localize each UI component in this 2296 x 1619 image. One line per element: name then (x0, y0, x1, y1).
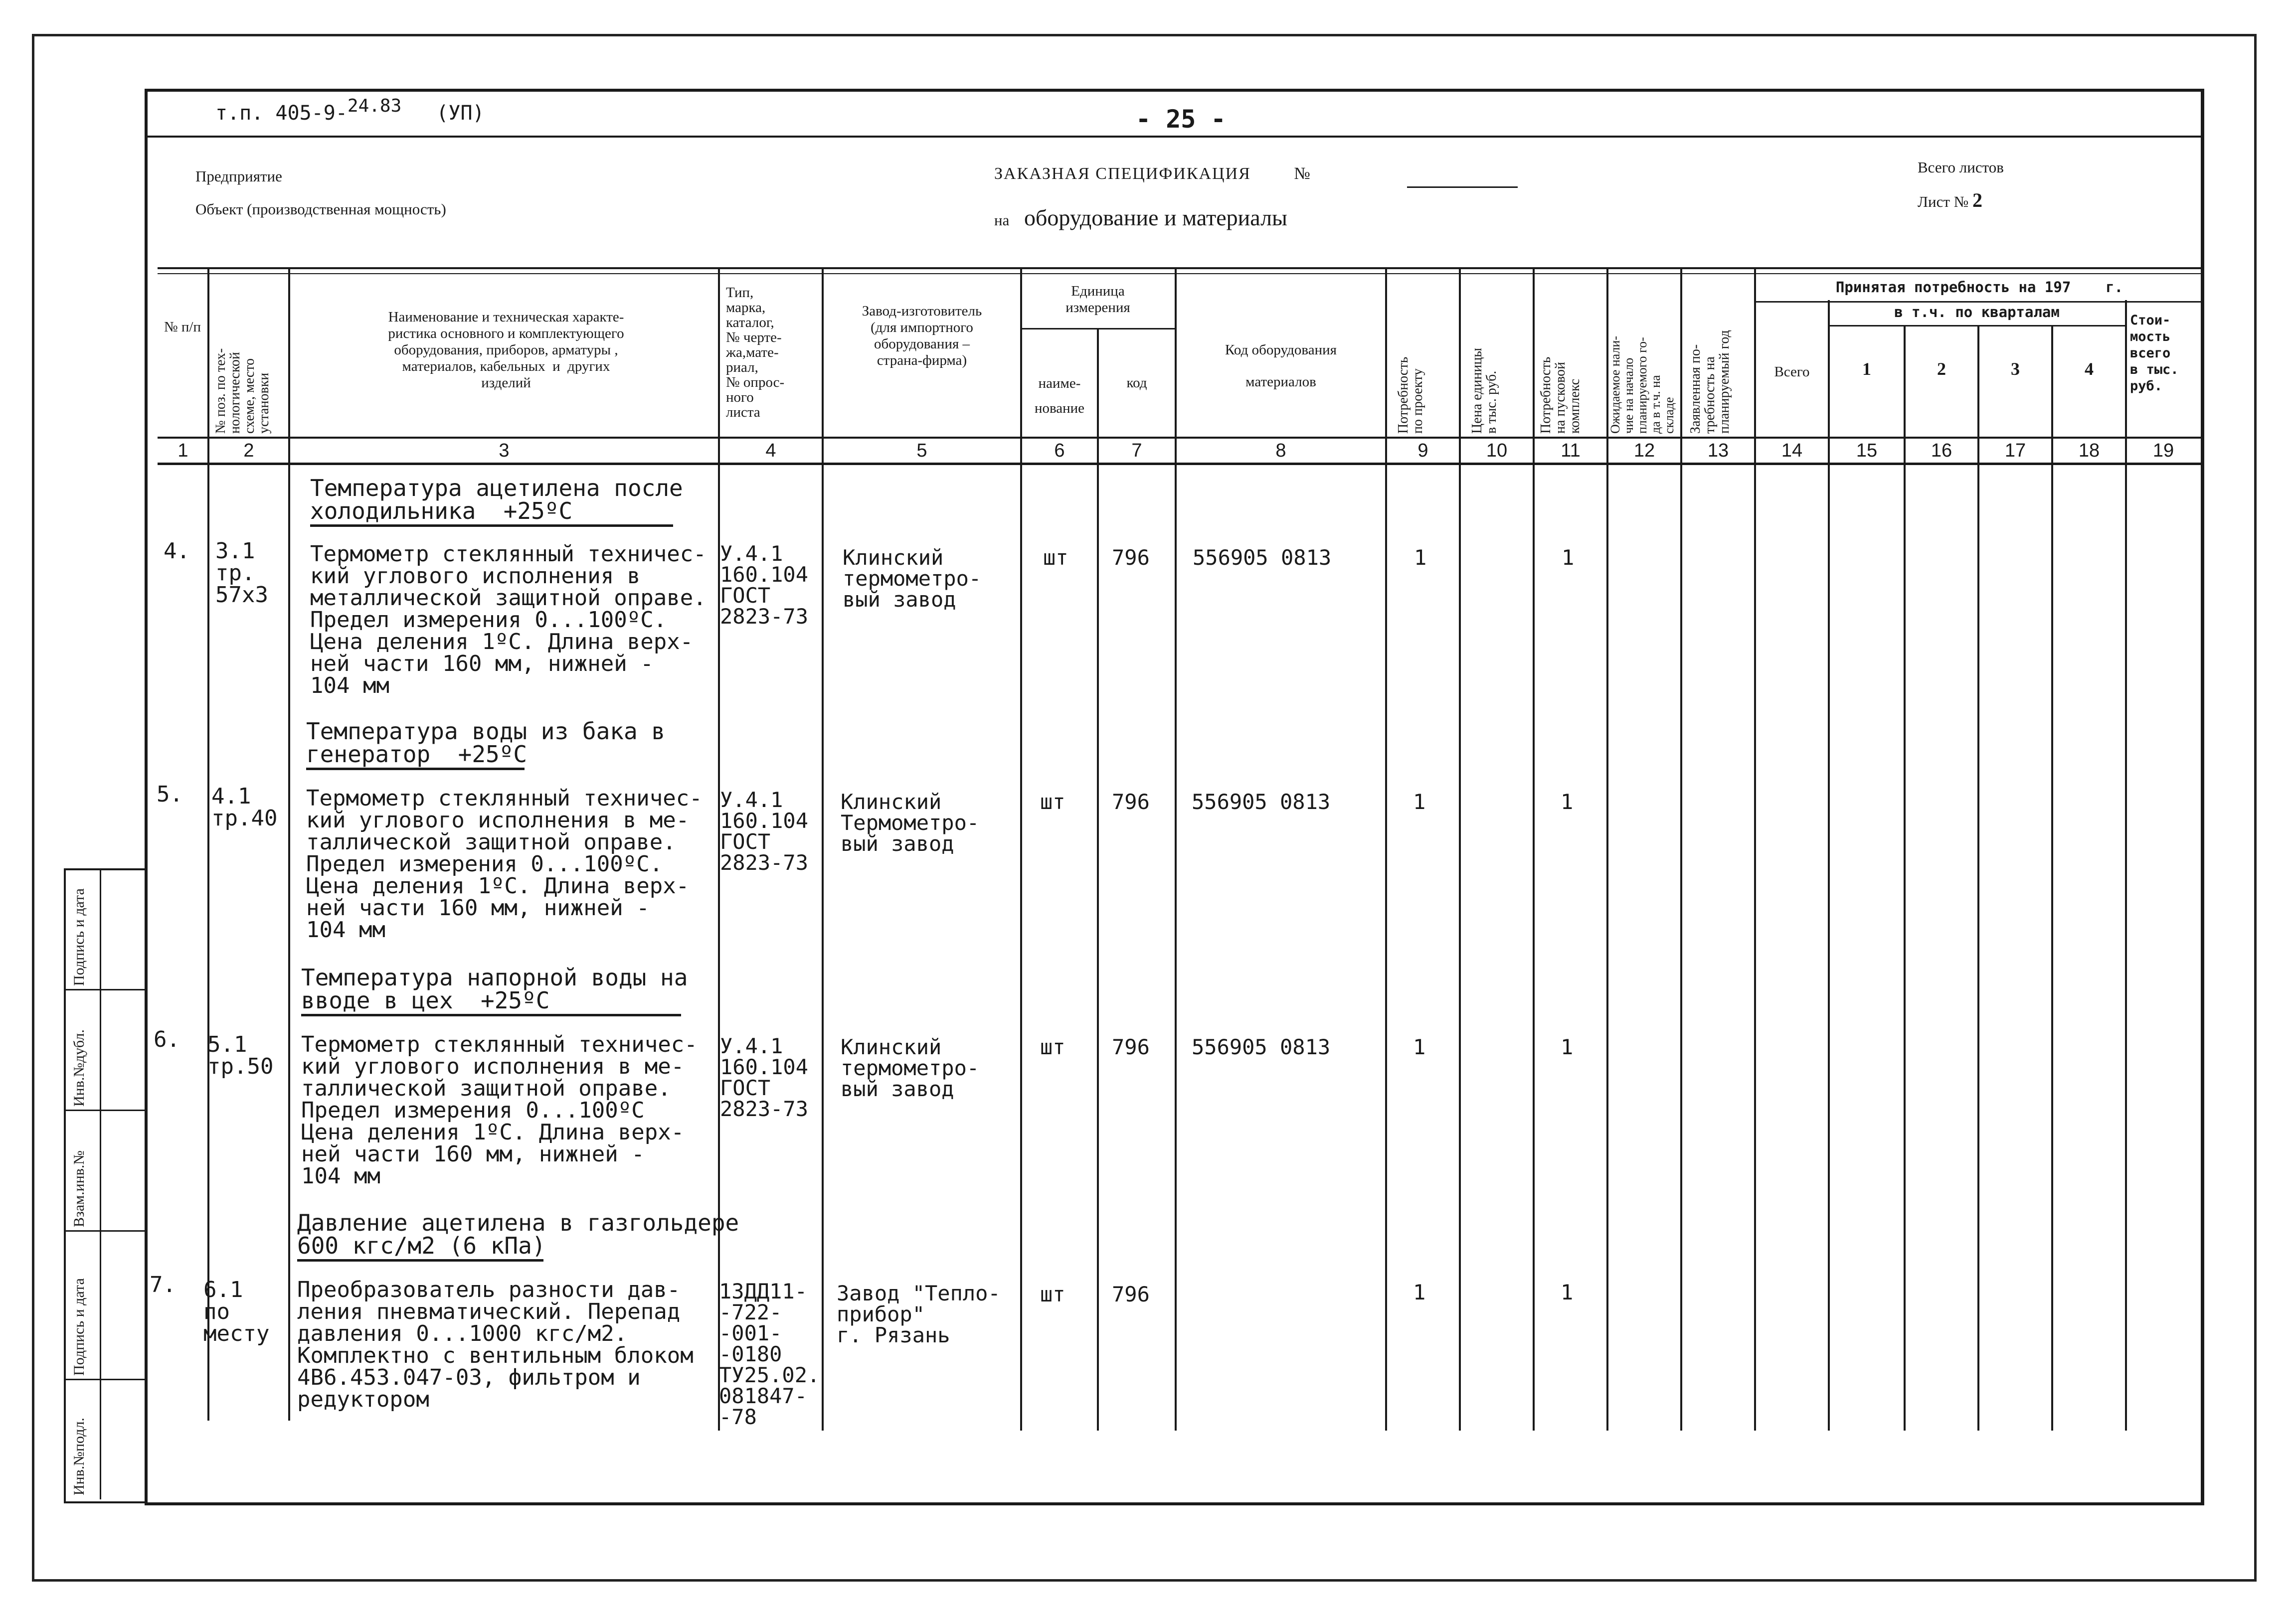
col11-header: Потребность на пусковой комплекс (1538, 356, 1583, 434)
col10-header: Цена единицы в тыс. руб. (1469, 347, 1499, 434)
row-5-unit: шт (1040, 790, 1065, 814)
stamp-label-inv-dubl: Инв.№дубл. (71, 1029, 87, 1107)
row-4-need-project: 1 (1414, 545, 1427, 570)
row-6-equip-code: 556905 0813 (1192, 1035, 1331, 1059)
colnum-9: 9 (1417, 440, 1428, 461)
sheet-label (1918, 188, 1982, 212)
spec-on: на (994, 211, 1010, 229)
colnum-7: 7 (1131, 440, 1142, 461)
row-7-need-project: 1 (1413, 1280, 1426, 1304)
row-5-need-startup: 1 (1561, 790, 1574, 814)
row-4-name: Термометр стеклянный техничес- кий углового исполнения в металлической защитной оправе. Предел измерения 0...100ºС. Цена деления 1ºС. Длина верх- ней части 160 мм, нижней - 104 мм (310, 541, 706, 698)
row-7-pos: 6.1 по месту (203, 1277, 270, 1346)
section-heading-3: Температура напорной воды на вводе в цех +25ºС (301, 964, 688, 1014)
colnum-5: 5 (916, 440, 927, 461)
row-6-need-startup: 1 (1561, 1035, 1574, 1059)
row-5-type: У.4.1 160.104 ГОСТ 2823-73 (720, 788, 809, 875)
table-top-line-2 (158, 273, 2201, 274)
row-4-unit-code: 796 (1112, 545, 1150, 570)
spec-subject-text: оборудование и материалы (1024, 205, 1287, 230)
col12-header: Ожидаемое нали- чие на начало планируемого го- да в т.ч. на складе (1608, 335, 1676, 434)
col13-header: Заявленная по- требность на планируемый год (1688, 330, 1732, 434)
row-6-maker: Клинский термометро- вый завод (841, 1035, 980, 1101)
quarters-subline (1828, 325, 2125, 326)
row-7-num: 7. (150, 1272, 176, 1297)
col6-header: наиме- нование (1034, 375, 1085, 416)
accepted-group-header: Принятая потребность на 197 г. (1835, 279, 2123, 296)
section-heading-1: Температура ацетилена после холодильника +25ºС (310, 475, 683, 524)
doc-prefix: т.п. 405-9- (215, 102, 348, 125)
colnum-12: 12 (1633, 440, 1655, 461)
row-6-num: 6. (154, 1027, 180, 1052)
sheet-label-text: Лист № (1918, 193, 1969, 210)
row-7-unit-code: 796 (1112, 1282, 1150, 1306)
colnum-10: 10 (1486, 440, 1508, 461)
col17-header: 3 (2011, 359, 2020, 379)
section-heading-2: Температура воды из бака в генератор +25ºС (306, 718, 666, 768)
col3-header: Наименование и техническая характе- ристика основного и комплектующего оборудования, приборов, арматуры , материалов, кабельных и других изделий (388, 309, 624, 391)
section-heading-2-rule (306, 768, 525, 770)
colnum-16: 16 (1931, 440, 1952, 461)
row-5-maker: Клинский Термометро- вый завод (841, 790, 980, 856)
row-4-pos: 3.1 тр. 57х3 (215, 538, 268, 608)
doc-code (215, 96, 485, 125)
col1-header: № п/п (164, 319, 201, 335)
row-5-need-project: 1 (1413, 790, 1426, 814)
colnum-11: 11 (1561, 440, 1581, 461)
col19-header: Стои- мость всего в тыс. руб. (2130, 313, 2179, 394)
spec-title (994, 164, 1311, 183)
spec-subject (994, 204, 1287, 231)
col9-header: Потребность по проекту (1396, 356, 1425, 434)
table-top-line (158, 267, 2201, 269)
colnum-19: 19 (2152, 440, 2174, 461)
row-6-unit-code: 796 (1112, 1035, 1150, 1059)
row-4-maker: Клинский термометро- вый завод (843, 545, 982, 612)
colnum-bottom-line (158, 463, 2201, 465)
sheet-number: 2 (1972, 189, 1982, 211)
stamp-line-4 (64, 1379, 145, 1380)
row-5-pos: 4.1 тр.40 (211, 784, 278, 831)
row-5-name: Термометр стеклянный техничес- кий углового исполнения в ме- таллической защитной оправе. Предел измерения 0...100ºС. Цена деления 1ºС. Длина верх- ней части 160 мм, нижней - 104 мм (306, 786, 703, 943)
col-line-16 (1977, 325, 1979, 1431)
header-divider (145, 136, 2201, 138)
col5-header: Завод-изготовитель (для импортного оборудования – страна-фирма) (862, 303, 982, 368)
row-6-name: Термометр стеклянный техничес- кий углового исполнения в ме- таллической защитной оправе. Предел измерения 0...100ºС Цена деления 1ºС. Длина верх- ней части 160 мм, нижней - 104 мм (301, 1032, 698, 1189)
stamp-line-3 (64, 1230, 145, 1232)
col-line-6 (1097, 329, 1099, 1431)
row-6-need-project: 1 (1413, 1035, 1426, 1059)
spec-no-line (1407, 186, 1518, 188)
col7-header: код (1126, 375, 1147, 391)
stamp-label-podpis-2: Подпись и дата (71, 888, 87, 986)
colnum-13: 13 (1707, 440, 1729, 461)
stamp-label-inv-podl: Инв.№подл. (71, 1418, 87, 1495)
colnum-18: 18 (2078, 440, 2100, 461)
row-5-num: 5. (157, 782, 183, 807)
colnum-8: 8 (1275, 440, 1286, 461)
spec-no-label: № (1294, 164, 1311, 183)
stamp-col-line (100, 868, 101, 1499)
header-bottom-line (158, 437, 2201, 439)
section-heading-4: Давление ацетилена в газгольдере 600 кгс/м2 (6 кПа) (297, 1209, 739, 1259)
row-5-equip-code: 556905 0813 (1192, 790, 1331, 814)
row-5-unit-code: 796 (1112, 790, 1150, 814)
row-7-type: 13ДД11- -722- -001- -0180 ТУ25.02. 081847- -78 (719, 1279, 820, 1429)
section-heading-1-rule (310, 524, 673, 527)
row-6-type: У.4.1 160.104 ГОСТ 2823-73 (720, 1034, 809, 1121)
doc-suffix: (УП) (436, 102, 485, 125)
stamp-line-1 (64, 989, 145, 990)
col14-header: Всего (1774, 364, 1810, 380)
colnum-1: 1 (177, 440, 188, 461)
row-7-maker: Завод "Тепло- прибор" г. Рязань (837, 1281, 1001, 1347)
stamp-line-2 (64, 1110, 145, 1111)
doc-number-handwritten: 24.83 (347, 96, 402, 116)
page-number: - 25 - (1136, 105, 1226, 134)
colnum-6: 6 (1054, 440, 1065, 461)
row-4-type: У.4.1 160.104 ГОСТ 2823-73 (720, 541, 809, 629)
section-heading-3-rule (301, 1014, 681, 1016)
row-4-unit: шт (1043, 545, 1068, 570)
spec-title-text: ЗАКАЗНАЯ СПЕЦИФИКАЦИЯ (994, 164, 1251, 183)
total-sheets-label: Всего листов (1918, 159, 2004, 176)
row-4-need-startup: 1 (1562, 545, 1575, 570)
accepted-subline (1754, 301, 2201, 303)
colnum-2: 2 (243, 440, 254, 461)
row-4-equip-code: 556905 0813 (1193, 545, 1332, 570)
colnum-15: 15 (1856, 440, 1878, 461)
col-line-18 (2125, 300, 2127, 1431)
col2-header: № поз. по тех- нологической схеме, место установки (213, 348, 272, 434)
stamp-label-podpis-1: Подпись и дата (71, 1278, 87, 1376)
unit-subline (1020, 328, 1175, 329)
section-heading-4-rule (297, 1259, 543, 1262)
colnum-4: 4 (765, 440, 776, 461)
colnum-17: 17 (2004, 440, 2026, 461)
quarters-group-header: в т.ч. по кварталам (1894, 304, 2060, 321)
col18-header: 4 (2085, 359, 2094, 379)
colnum-14: 14 (1781, 440, 1803, 461)
object-label: Объект (производственная мощность) (195, 200, 446, 218)
row-7-unit: шт (1040, 1282, 1065, 1306)
col6-group-header: Единица измерения (1065, 283, 1130, 316)
col15-header: 1 (1862, 359, 1871, 379)
col-line-15 (1904, 325, 1906, 1431)
row-7-name: Преобразователь разности дав- ления пневматический. Перепад давления 0...1000 кгс/м2. Комплектно с вентильным блоком 4В6.453.047-03, фильтром и редуктором (297, 1277, 694, 1412)
col-line-14 (1828, 300, 1830, 1431)
row-6-pos: 5.1 тр.50 (207, 1032, 274, 1079)
col8-header: Код оборудования материалов (1225, 342, 1337, 390)
row-6-unit: шт (1040, 1035, 1065, 1059)
col-line-17 (2051, 325, 2053, 1431)
colnum-3: 3 (499, 440, 510, 461)
stamp-label-vzam-inv: Взам.инв.№ (71, 1150, 87, 1227)
row-7-need-startup: 1 (1561, 1280, 1574, 1304)
enterprise-label: Предприятие (195, 167, 282, 185)
col4-header: Тип, марка, каталог, № черте- жа,мате- риал, № опрос- ного листа (726, 285, 785, 420)
row-4-num: 4. (164, 538, 190, 564)
col16-header: 2 (1937, 359, 1946, 379)
